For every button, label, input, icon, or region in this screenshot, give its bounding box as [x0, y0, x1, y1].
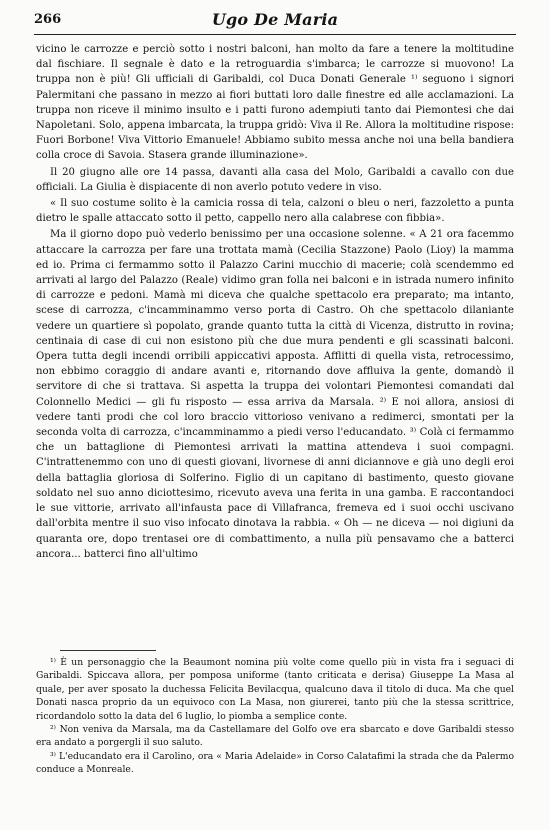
main-text — [36, 42, 514, 562]
page-number: 266 — [34, 12, 62, 27]
page-header — [34, 10, 516, 32]
paragraph: Il 20 giugno alle ore 14 passa, davanti alla casa del Molo, Garibaldi a cavallo con due officiali. La Giulia è dispiacente di non averlo potuto vedere in viso. — [36, 166, 514, 193]
running-head: Ugo De Maria — [211, 10, 339, 29]
footnote-rule — [60, 650, 156, 651]
paragraph: Ma il giorno dopo può vederlo benissimo per una occasione solenne. « A 21 ora facemmo attaccare la carrozza per fare una trottata mamà (Cecilia Stazzone) Paolo (Lioy) la mamma ed io. Prima ci fermammo sotto il Palazzo Carini mucchio di macerie; colà scendemmo ed arrivati al largo del Palazzo (Reale) vidimo gran folla nei balconi e in istrada numero infinito di carrozze e pedoni. Mamà mi diceva che qualche spettacolo era preparato; ma intanto, scese di carrozza, c'incamminammo verso porta di Castro. Oh che spettacolo dilaniante vedere un quartiere sì popolato, grande quanto tutta la città di Vicenza, distrutto in rovina; centinaia di case di cui non esistono più che due mura pendenti e gli scassinati balconi. Opera tutta degli incendi orribili appiccativi apposta. Afflitti di quella vista, retrocessimo, non ebbimo coraggio di andare avanti e, ritornando dove affluiva la gente, domandò il servitore di che si trattava. Si aspetta la truppa dei volontari Piemontesi comandati dal Colonnello Medici — gli fu risposto — essa arriva da Marsala. ²⁾ E noi allora, ansiosi di vedere tanti prodi che col loro braccio vittorioso venivano a redimerci, smontati per la seconda volta di carrozza, c'incamminammo a piedi verso l'educandato. ³⁾ Colà ci fermammo che un battaglione di Piemontesi arrivati la mattina attendeva i suoi compagni. C'intrattenemmo con uno di questi giovani, livornese di anni diciannove e già uno degli eroi della battaglia gloriosa di Solferino. Figlio di un capitano di bastimento, questo giovane soldato nel suo anno diciottesimo, ricevuto aveva una ferita in una gamba. E raccontandoci le sue vittorie, arrivato all'infausta pace di Villafranca, fremeva ed i suoi occhi uscivano dall'orbita mentre il suo viso infocato dinotava la rabbia. « Oh — ne diceva — noi digiuni da quaranta ore, dopo trentasei ore di combattimento, a nulla più pensavamo che a batterci ancora... batterci fino all'ultimo — [36, 229, 514, 560]
paragraph: vicino le carrozze e perciò sotto i nostri balconi, han molto da fare a tenere la moltitudine dal fischiare. Il segnale è dato e la retroguardia s'imbarca; le carrozze si muovono! La truppa non è più! Gli ufficiali di Garibaldi, col Duca Donati Generale ¹⁾ seguono i signori Palermitani che passano in mezzo ai fiori buttati loro dalle finestre ed alle acclamazioni. La truppa non riceve il minimo insulto e i patti furono adempiuti tanto dai Piemontesi che dai Napoletani. Solo, appena imbarcata, la truppa gridò: Viva il Re. Allora la moltitudine rispose: Fuori Borbone! Viva Vittorio Emanuele! Abbiamo subito messa anche noi una bella bandiera colla croce di Savoia. Stasera grande illuminazione». — [36, 44, 514, 162]
footnote: ²⁾ Non veniva da Marsala, ma da Castellamare del Golfo ove era sbarcato e dove Garibaldi stesso era andato a porgergli il suo saluto. — [36, 724, 514, 749]
footnote: ¹⁾ È un personaggio che la Beaumont nomina più volte come quello più in vista fra i seguaci di Garibaldi. Spiccava allora, per pomposa uniforme (tanto criticata e derisa) Giuseppe La Masa al quale, per aver sposato la duchessa Felicita Bevilacqua, qualcuno dava il titolo di duca. Ma che quel Donati nasca proprio da un equivoco con La Masa, non giurerei, tanto più che la stessa scrittrice, ricordandolo sotto la data del 6 luglio, lo piomba a semplice conte. — [36, 657, 514, 722]
paragraph: « Il suo costume solito è la camicia rossa di tela, calzoni o bleu o neri, fazzoletto a punta dietro le spalle attaccato sotto il petto, cappello nero alla calabrese con fibbia». — [36, 198, 514, 225]
footnotes — [36, 656, 514, 777]
header-rule — [34, 34, 516, 35]
footnote: ³⁾ L'educandato era il Carolino, ora « Maria Adelaide» in Corso Calatafimi la strada che da Palermo conduce a Monreale. — [36, 750, 514, 776]
